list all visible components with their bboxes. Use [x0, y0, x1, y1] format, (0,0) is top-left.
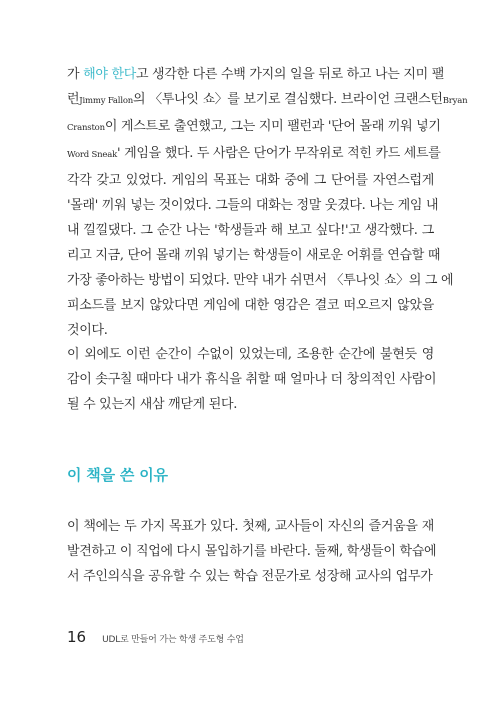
text-line: [67, 87, 468, 114]
text-run: 서 주인의식을 공유할 수 있는 학습 전문가로 성장해 교사의 업무가: [67, 569, 433, 584]
text-line: [67, 243, 441, 268]
text-run: 발견하고 이 직업에 다시 몰입하기를 바란다. 둘째, 학생들이 학습에: [67, 544, 437, 559]
text-run: 의 〈투나잇 쇼〉를 보기로 결심했다. 브라이언 크랜스턴: [133, 92, 443, 107]
text-line: [67, 114, 441, 141]
original-name-annotation: Bryan: [442, 96, 468, 106]
text-run: 런: [67, 92, 80, 107]
body-paragraph-2: [67, 342, 437, 417]
text-line: [67, 141, 441, 168]
text-run: 고 생각한 다른 수백 가지의 일을 뒤로 하고 나는 지미 팰: [135, 67, 444, 82]
page-number: 16: [67, 628, 87, 646]
text-line: [67, 318, 434, 343]
text-run: 리고 지금, 단어 몰래 끼워 넣기는 학생들이 새로운 어휘를 연습할 때: [67, 248, 441, 263]
text-run: 이 책에는 두 가지 목표가 있다. 첫째, 교사들이 자신의 즐거움을 재: [67, 519, 434, 534]
text-line: [67, 62, 444, 87]
text-run: 될 수 있는지 새삼 깨닫게 된다.: [67, 397, 238, 412]
body-paragraph-1: [67, 62, 468, 343]
page-footer: [67, 628, 244, 646]
text-line: [67, 193, 439, 218]
emphasis-text: 해야 한다: [83, 67, 136, 82]
body-paragraph-3: [67, 514, 437, 589]
text-run: 내 낄낄댔다. 그 순간 나는 '학생들과 해 보고 싶다!'고 생각했다. 그: [67, 223, 434, 238]
text-run: 이 게스트로 출연했고, 그는 지미 팰런과 '단어 몰래 끼워 넣기: [104, 119, 441, 134]
text-line: [67, 564, 434, 589]
text-run: 가: [67, 67, 84, 82]
original-name-annotation: Jimmy Fallon: [79, 96, 134, 106]
text-run: 감이 솟구칠 때마다 내가 휴식을 취할 때 얼마나 더 창의적인 사람이: [67, 372, 437, 387]
text-line: [67, 268, 454, 293]
text-line: [67, 342, 434, 367]
original-name-annotation: Word Sneak: [67, 150, 118, 160]
text-run: 가장 좋아하는 방법이 되었다. 만약 내가 쉬면서 〈투나잇 쇼〉의 그 에: [67, 273, 454, 288]
text-line: [67, 293, 434, 318]
text-run: 피소드를 보지 않았다면 게임에 대한 영감은 결코 떠오르지 않았을: [67, 298, 434, 313]
original-name-annotation: Cranston: [67, 123, 105, 133]
text-line: [67, 539, 437, 564]
text-run: '몰래' 끼워 넣는 것이었다. 그들의 대화는 정말 웃겼다. 나는 게임 내: [67, 198, 439, 213]
text-run: 각각 갖고 있었다. 게임의 목표는 대화 중에 그 단어를 자연스럽게: [67, 173, 434, 188]
text-run: 것이다.: [67, 323, 108, 338]
text-line: [67, 168, 434, 193]
text-line: [67, 514, 434, 539]
running-book-title: UDL로 만들어 가는 학생 주도형 수업: [102, 635, 244, 645]
text-line: [67, 367, 437, 392]
text-line: [67, 218, 434, 243]
text-run: 이 외에도 이런 순간이 수없이 있었는데, 조용한 순간에 불현듯 영: [67, 347, 434, 362]
section-heading: 이 책을 쓴 이유: [67, 466, 168, 484]
text-line: [67, 392, 434, 417]
text-run: ' 게임을 했다. 두 사람은 단어가 무작위로 적힌 카드 세트를: [117, 146, 441, 161]
